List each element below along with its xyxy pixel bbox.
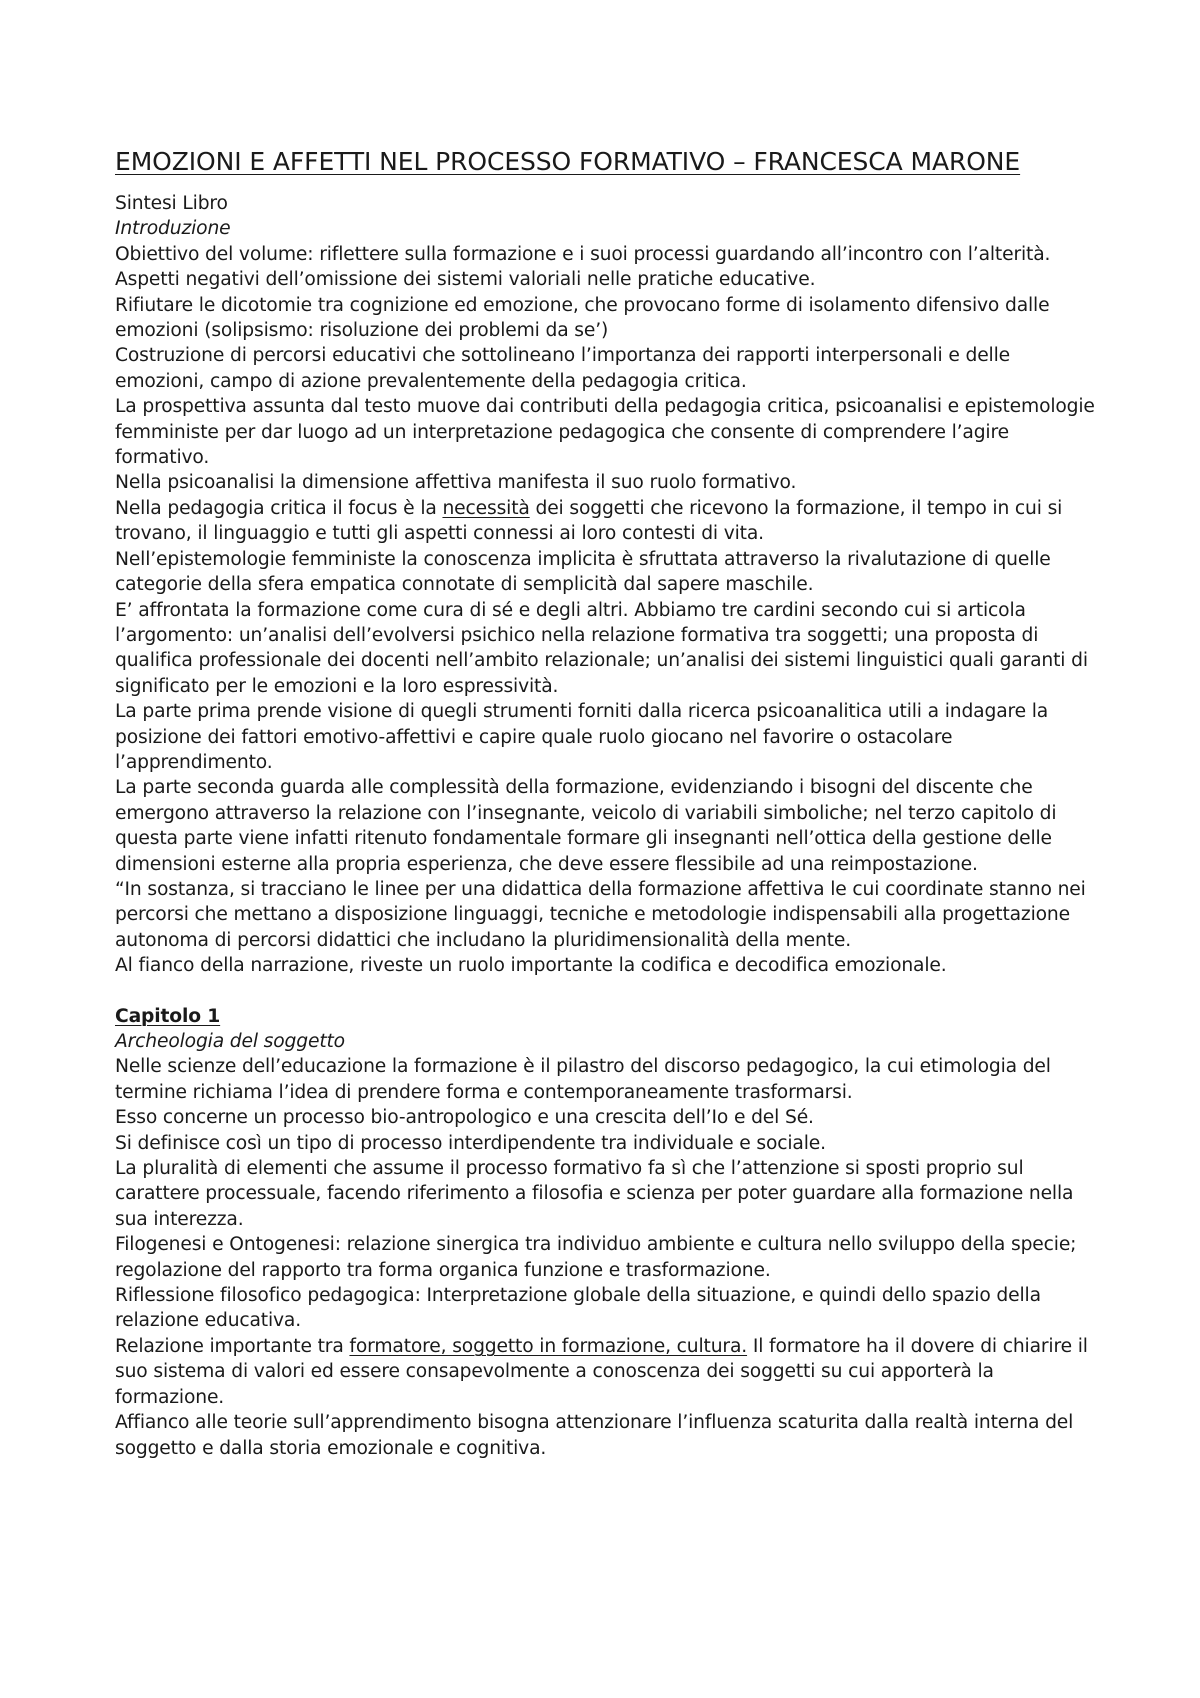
- paragraph: Si definisce così un tipo di processo interdipendente tra individuale e sociale.: [115, 1132, 826, 1154]
- paragraph: Affianco alle teorie sull’apprendimento bisogna attenzionare l’influenza scaturita dalla realtà interna del soggetto e dalla storia emozionale e cognitiva.: [115, 1412, 1074, 1459]
- document-page: [115, 145, 1100, 1461]
- paragraph-text: Relazione importante tra: [115, 1335, 350, 1357]
- paragraph: La parte prima prende visione di quegli strumenti forniti dalla ricerca psicoanalitica utili a indagare la posizione dei fattori emotivo-affettivi e capire quale ruolo giocano nel favorire o ostacolare l’apprendimento.: [115, 701, 1049, 773]
- paragraph: “In sostanza, si tracciano le linee per una didattica della formazione affettiva le cui coordinate stanno nei percorsi che mettano a disposizione linguaggi, tecniche e metodologie indispensabili alla progettazione autonoma di percorsi didattici che includano la pluridimensionalità della mente.: [115, 878, 1086, 951]
- paragraph: Rifiutare le dicotomie tra cognizione ed emozione, che provocano forme di isolamento difensivo dalle emozioni (solipsismo: risoluzione dei problemi da se’): [115, 294, 1050, 342]
- chapter-heading: Capitolo 1: [115, 1005, 221, 1027]
- chapter-subheading: Archeologia del soggetto: [115, 1031, 345, 1052]
- paragraph: Nelle scienze dell’educazione la formazione è il pilastro del discorso pedagogico, la cui etimologia del termine richiama l’idea di prendere forma e contemporaneamente trasformarsi.: [115, 1056, 1051, 1103]
- paragraph: E’ affrontata la formazione come cura di sé e degli altri. Abbiamo tre cardini secondo cui si articola l’argomento: un’analisi dell’evolversi psichico nella relazione formativa tra soggetti; una proposta di qualifica professionale dei docenti nell’ambito relazionale; un’analisi dei sistemi linguistici quali garanti di significato per le emozioni e la loro espressività.: [115, 599, 1088, 697]
- paragraph-pedagogia-critica: [115, 496, 1100, 547]
- paragraph: La prospettiva assunta dal testo muove dai contributi della pedagogia critica, psicoanalisi e epistemologie femministe per dar luogo ad un interpretazione pedagogica che consente di comprendere l’agire formativo.: [115, 396, 1095, 469]
- paragraph: Esso concerne un processo bio-antropologico e una crescita dell’Io e del Sé.: [115, 1107, 814, 1129]
- paragraph: Filogenesi e Ontogenesi: relazione sinergica tra individuo ambiente e cultura nello sviluppo della specie; regolazione del rapporto tra forma organica funzione e trasformazione.: [115, 1234, 1077, 1281]
- paragraph: Al fianco della narrazione, riveste un ruolo importante la codifica e decodifica emozionale.: [115, 955, 947, 977]
- paragraph: Nella psicoanalisi la dimensione affettiva manifesta il suo ruolo formativo.: [115, 472, 797, 494]
- paragraph: La parte seconda guarda alle complessità della formazione, evidenziando i bisogni del discente che emergono attraverso la relazione con l’insegnante, veicolo di variabili simboliche; nel terzo capitolo di questa parte viene infatti ritenuto fondamentale formare gli insegnanti nell’ottica della gestione delle dimensioni esterne alla propria esperienza, che deve essere flessibile ad una reimpostazione.: [115, 777, 1057, 875]
- paragraph: Costruzione di percorsi educativi che sottolineano l’importanza dei rapporti interpersonali e delle emozioni, campo di azione prevalentemente della pedagogia critica.: [115, 345, 1010, 392]
- paragraph: Riflessione filosofico pedagogica: Interpretazione globale della situazione, e quindi dello spazio della relazione educativa.: [115, 1285, 1041, 1332]
- paragraph-text: Il formatore ha il dovere di chiarire il suo sistema di valori ed essere consapevolmente a conoscenza dei soggetti su cui apporterà la formazione.: [115, 1335, 1088, 1408]
- document-subtitle: Sintesi Libro: [115, 193, 228, 214]
- paragraph-text: dei soggetti che ricevono la formazione, il tempo in cui si trovano, il linguaggio e tutti gli aspetti connessi ai loro contesti di vita.: [115, 497, 1063, 545]
- paragraph-text: Nella pedagogia critica il focus è la: [115, 497, 443, 519]
- paragraph: La pluralità di elementi che assume il processo formativo fa sì che l’attenzione si sposti proprio sul carattere processuale, facendo riferimento a filosofia e scienza per poter guardare alla formazione nella sua interezza.: [115, 1158, 1074, 1230]
- underlined-term: formatore, soggetto in formazione, cultura.: [349, 1335, 748, 1357]
- section-heading-introduzione: Introduzione: [115, 218, 231, 240]
- paragraph: Aspetti negativi dell’omissione dei sistemi valoriali nelle pratiche educative.: [115, 269, 816, 291]
- document-title: EMOZIONI E AFFETTI NEL PROCESSO FORMATIVO – FRANCESCA MARONE: [115, 147, 1021, 176]
- paragraph: Obiettivo del volume: riflettere sulla formazione e i suoi processi guardando all’incontro con l’alterità.: [115, 243, 1051, 265]
- paragraph-relazione: [115, 1334, 1100, 1410]
- paragraph: Nell’epistemologie femministe la conoscenza implicita è sfruttata attraverso la rivalutazione di quelle categorie della sfera empatica connotate di semplicità dal sapere maschile.: [115, 548, 1051, 596]
- underlined-term: necessità: [442, 497, 530, 519]
